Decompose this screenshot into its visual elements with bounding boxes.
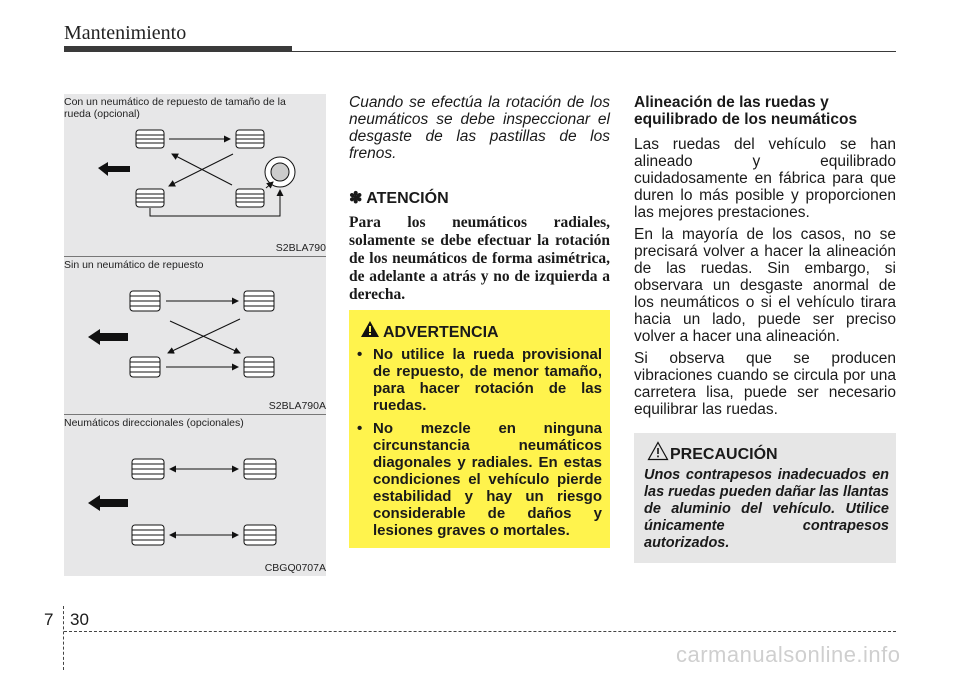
figure-code: CBGQ0707A [264,562,326,574]
rotation-diagram-without-spare [64,257,326,414]
alignment-paragraph: Las ruedas del vehículo se han alineado y equilibrado cuidadosamente en fábrica para que duren lo más posible y proporcionen las mejores prestaciones. [634,136,896,221]
figure-rotation-with-spare [64,94,326,256]
front-direction-arrow [88,329,128,345]
caution-triangle-icon [647,441,669,461]
warning-list [357,346,602,545]
tire-icon [130,291,274,377]
caution-box [634,433,896,563]
alignment-paragraph: Si observa que se producen vibraciones cuando se circula por una carretera lisa, puede ser necesario equilibrar las ruedas. [634,350,896,418]
figure-caption: Sin un neumático de repuesto [64,259,204,271]
warning-item: • No utilice la rueda provisional de repuesto, de menor tamaño, para hacer rotación de las ruedas. [357,346,602,414]
rotation-note: Cuando se efectúa la rotación de los neumáticos se debe inspeccionar el desgaste de las pastillas de los frenos. [349,94,610,162]
front-direction-arrow [98,162,130,176]
header-rule [292,51,896,52]
figure-code: S2BLA790A [268,400,326,412]
bullet-icon: • [357,346,363,363]
footer-horizontal-rule [64,631,896,632]
header-bar [64,46,292,52]
alignment-heading: Alineación de las ruedas y equilibrado de los neumáticos [634,94,858,128]
warning-title: ADVERTENCIA [383,324,499,341]
spare-wheel-icon [265,157,295,187]
caution-body: Unos contrapesos inadecuados en las ruedas pueden dañar las llantas de aluminio del vehículo. Utilice únicamente contrapesos autorizados. [644,467,889,551]
page-number: 30 [70,610,89,629]
middle-column [349,94,610,304]
right-column [634,94,896,418]
figure-code: S2BLA790 [275,242,326,254]
caution-title: PRECAUCIÓN [670,446,778,463]
figure-directional-tires [64,415,326,576]
footer-vertical-rule [63,606,64,670]
chapter-number: 7 [44,610,54,629]
watermark: carmanualsonline.info [676,642,901,667]
warning-box [349,310,610,548]
figure-caption: Neumáticos direccionales (opcionales) [64,417,244,429]
attention-title: ✽ ATENCIÓN [349,190,449,207]
figure-caption: Con un neumático de repuesto de tamaño de la rueda (opcional) [64,96,286,120]
figure-rotation-without-spare [64,257,326,414]
tire-icon [132,459,276,545]
warning-item: • No mezcle en ninguna circunstancia neumáticos diagonales y radiales. En estas condiciones el vehículo pierde estabilidad y hay un riesgo considerable de daños y lesiones graves o mortales. [357,420,602,539]
directional-rotation-diagram [64,415,326,576]
alignment-paragraph: En la mayoría de los casos, no se precisará volver a hacer la alineación de las ruedas. Sin embargo, si observara un desgaste anormal de los neumáticos o si el vehículo tirara hacia un lado, puede ser preciso volver a hacer una alineación. [634,226,896,345]
section-title: Mantenimiento [64,22,187,44]
front-direction-arrow [88,495,128,511]
warning-triangle-icon [360,320,380,338]
attention-body: Para los neumáticos radiales, solamente se debe efectuar la rotación de los neumáticos de forma asimétrica, de adelante a atrás y no de izquierda a derecha. [349,214,610,303]
bullet-icon: • [357,420,363,437]
